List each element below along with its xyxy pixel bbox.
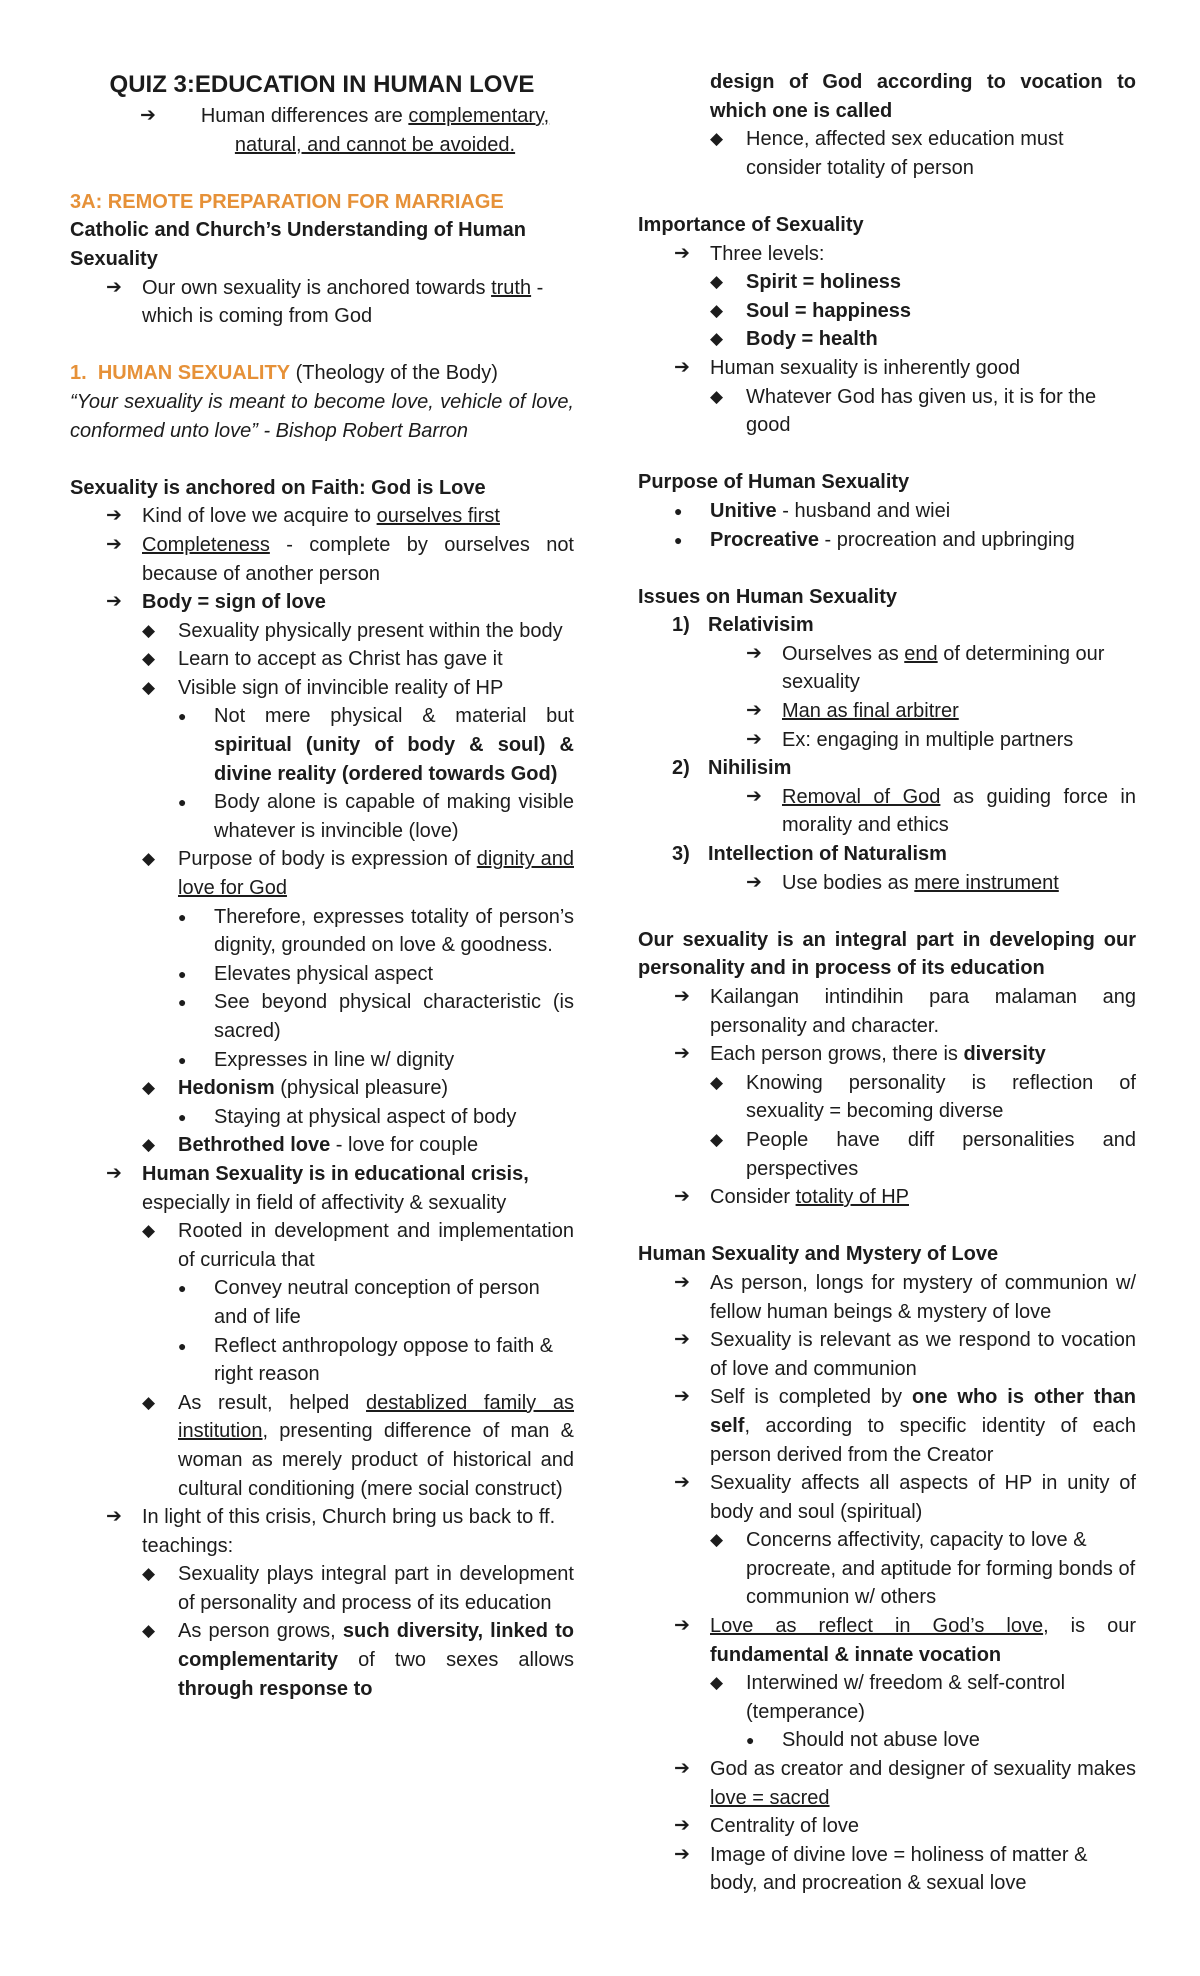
list-item: ◆ Sexuality plays integral part in development of personality and process of its education [142,1560,574,1617]
list-item: ➔ Man as final arbitrer [746,697,1136,726]
list-item: ◆ People have diff personalities and perspectives [710,1126,1136,1183]
bullet-icon: ● [178,1108,187,1125]
list-item: ● Reflect anthropology oppose to faith & right reason [178,1332,574,1389]
list-item: ➔ In light of this crisis, Church bring us back to ff. teachings: [106,1503,574,1560]
arrow-icon: ➔ [746,871,762,893]
list-item: ◆ Interwined w/ freedom & self-control (temperance) [710,1669,1136,1726]
arrow-icon: ➔ [106,276,122,298]
arrow-icon: ➔ [106,1162,122,1184]
arrow-icon: ➔ [674,1843,690,1865]
list-item: ◆ Knowing personality is reflection of sexuality = becoming diverse [710,1069,1136,1126]
list-item: ➔ Self is completed by one who is other than self, according to specific identity of each person derived from the Creator [674,1383,1136,1469]
list-item: ➔ Centrality of love [674,1812,1136,1841]
arrow-icon: ➔ [674,1386,690,1408]
list-item: ➔ God as creator and designer of sexuality makes love = sacred [674,1755,1136,1812]
list-item: ➔ Use bodies as mere instrument [746,869,1136,898]
purpose-heading: Purpose of Human Sexuality [638,471,910,494]
arrow-icon: ➔ [106,505,122,527]
mystery-heading: Human Sexuality and Mystery of Love [638,1243,999,1266]
list-item: ➔ Each person grows, there is diversity [674,1040,1136,1069]
arrow-icon: ➔ [674,1815,690,1837]
diamond-icon: ◆ [142,1221,156,1241]
list-item: ➔ Completeness - complete by ourselves not because of another person [106,531,574,588]
arrow-icon: ➔ [746,785,762,807]
arrow-icon: ➔ [106,591,122,613]
list-item: ➔ Three levels: [674,240,1136,269]
bullet-icon: ● [178,1337,187,1354]
diamond-icon: ◆ [710,386,724,406]
list-item: ➔ Sexuality affects all aspects of HP in unity of body and soul (spiritual) [674,1469,1136,1526]
bullet-icon: ● [178,965,187,982]
list-item: 2) Nihilisim [672,754,1136,783]
list-item: ◆ As person grows, such diversity, linked to complementarity of two sexes allows through response to [142,1617,574,1703]
diamond-icon: ◆ [142,1621,156,1641]
list-item: ◆ As result, helped destablized family as institution, presenting difference of man & woman as merely product of historical and cultural conditioning (mere social construct) [142,1389,574,1503]
list-item: ● Body alone is capable of making visible whatever is invincible (love) [178,788,574,845]
bullet-icon: ● [178,794,187,811]
diamond-icon: ◆ [142,1078,156,1098]
list-item: ◆ Body = health [710,325,1136,354]
diamond-icon: ◆ [710,1072,724,1092]
list-item: ➔ Image of divine love = holiness of matter & body, and procreation & sexual love [674,1841,1136,1898]
list-item: ➔ Ex: engaging in multiple partners [746,726,1136,755]
list-item: ● Staying at physical aspect of body [178,1103,574,1132]
list-item: ● Unitive - husband and wiei [674,497,1136,526]
continued-text: design of God according to vocation to which one is called [710,71,1136,122]
diamond-icon: ◆ [710,1673,724,1693]
list-item: 1) Relativisim [672,611,1136,640]
hs-heading: 1. HUMAN SEXUALITY (Theology of the Body) [70,362,498,385]
bullet-icon: ● [674,531,683,548]
list-item: ◆ Learn to accept as Christ has gave it [142,645,574,674]
church-heading: Catholic and Church’s Understanding of Human Sexuality [70,219,526,270]
list-item: ◆ Visible sign of invincible reality of HP [142,674,574,703]
diamond-icon: ◆ [142,1392,156,1412]
arrow-icon: ➔ [674,1271,690,1293]
diamond-icon: ◆ [142,849,156,869]
bullet-icon: ● [178,708,187,725]
bullet-icon: ● [178,1280,187,1297]
list-item: 3) Intellection of Naturalism [672,840,1136,869]
bullet-icon: ● [746,1732,755,1749]
diamond-icon: ◆ [142,649,156,669]
arrow-icon: ➔ [106,1506,122,1528]
bullet-icon: ● [674,502,683,519]
diamond-icon: ◆ [710,300,724,320]
list-item: ➔ Human sexuality is inherently good [674,354,1136,383]
arrow-icon: ➔ [674,1472,690,1494]
arrow-icon: ➔ [674,1043,690,1065]
list-item: ◆ Sexuality physically present within the body [142,617,574,646]
list-item: ◆ Hence, affected sex education must consider totality of person [710,125,1136,182]
list-item: ➔ Body = sign of love [106,588,574,617]
arrow-icon: ➔ [674,1186,690,1208]
arrow-icon: ➔ [674,1615,690,1637]
list-item: ◆ Purpose of body is expression of dignity and love for God [142,845,574,902]
list-item: ➔ Love as reflect in God’s love, is our fundamental & innate vocation [674,1612,1136,1669]
number-marker: 3) [672,843,690,866]
diamond-icon: ◆ [710,272,724,292]
arrow-icon: ➔ [674,986,690,1007]
list-item: ➔ As person, longs for mystery of communion w/ fellow human beings & mystery of love [674,1269,1136,1326]
list-item: ◆ Spirit = holiness [710,268,1136,297]
list-item: ● Should not abuse love [746,1726,1136,1755]
list-item: ● Convey neutral conception of person and of life [178,1274,574,1331]
list-item: ◆ Concerns affectivity, capacity to love & procreate, and aptitude for forming bonds of communion w/ others [710,1526,1136,1612]
list-item: ◆ Whatever God has given us, it is for the good [710,383,1136,440]
arrow-icon: ➔ [674,1329,690,1351]
list-item: ➔ Ourselves as end of determining our sexuality [746,640,1136,697]
diamond-icon: ◆ [710,329,724,349]
left-column [70,68,574,1703]
section-heading: 3A: REMOTE PREPARATION FOR MARRIAGE [70,190,504,213]
arrow-icon: ➔ [746,728,762,750]
bullet-icon: ● [178,994,187,1011]
diamond-icon: ◆ [142,677,156,697]
faith-heading: Sexuality is anchored on Faith: God is Love [70,476,486,499]
arrow-icon: ➔ [674,356,690,378]
list-item: ◆ Soul = happiness [710,297,1136,326]
arrow-icon: ➔ [746,700,762,722]
list-item: ● Procreative - procreation and upbringing [674,526,1136,555]
list-item: ◆ Rooted in development and implementation of curricula that [142,1217,574,1274]
diamond-icon: ◆ [710,129,724,149]
right-column [638,68,1136,1898]
quote: “Your sexuality is meant to become love, vehicle of love, conformed unto love” - Bishop Robert Barron [70,390,574,442]
list-item: ➔ Our own sexuality is anchored towards truth - which is coming from God [106,274,574,331]
list-item: ➔ Kind of love we acquire to ourselves first [106,502,574,531]
diamond-icon: ◆ [710,1129,724,1149]
arrow-icon: ➔ [106,533,122,555]
list-item: ● See beyond physical characteristic (is sacred) [178,988,574,1045]
arrow-icon: ➔ [140,105,156,126]
integral-heading: Our sexuality is an integral part in developing our personality and in process of its education [638,928,1136,980]
number-marker: 2) [672,757,690,780]
list-item: ➔ Human Sexuality is in educational crisis, especially in field of affectivity & sexuality [106,1160,574,1217]
list-item: ◆ Hedonism (physical pleasure) [142,1074,574,1103]
bullet-icon: ● [178,908,187,925]
issues-heading: Issues on Human Sexuality [638,585,897,608]
intro-item: ➔ Human differences are complementary, natural, and cannot be avoided. [140,102,574,159]
arrow-icon: ➔ [674,242,690,264]
list-item: ● Therefore, expresses totality of person’s dignity, grounded on love & goodness. [178,903,574,960]
arrow-icon: ➔ [746,642,762,664]
list-item: ● Not mere physical & material but spiritual (unity of body & soul) & divine reality (ordered towards God) [178,702,574,788]
diamond-icon: ◆ [142,1135,156,1155]
list-item: ➔ Consider totality of HP [674,1183,1136,1212]
list-item: ● Expresses in line w/ dignity [178,1046,574,1075]
number-marker: 1) [672,614,690,637]
list-item: ➔ Kailangan intindihin para malaman ang personality and character. [674,983,1136,1040]
diamond-icon: ◆ [142,1564,156,1584]
bullet-icon: ● [178,1051,187,1068]
diamond-icon: ◆ [142,620,156,640]
importance-heading: Importance of Sexuality [638,213,864,236]
arrow-icon: ➔ [674,1758,690,1780]
list-item: ◆ Bethrothed love - love for couple [142,1131,574,1160]
page-title: QUIZ 3:EDUCATION IN HUMAN LOVE [109,71,535,98]
diamond-icon: ◆ [710,1530,724,1550]
list-item: ● Elevates physical aspect [178,960,574,989]
list-item: ➔ Removal of God as guiding force in morality and ethics [746,783,1136,840]
list-item: ➔ Sexuality is relevant as we respond to vocation of love and communion [674,1326,1136,1383]
